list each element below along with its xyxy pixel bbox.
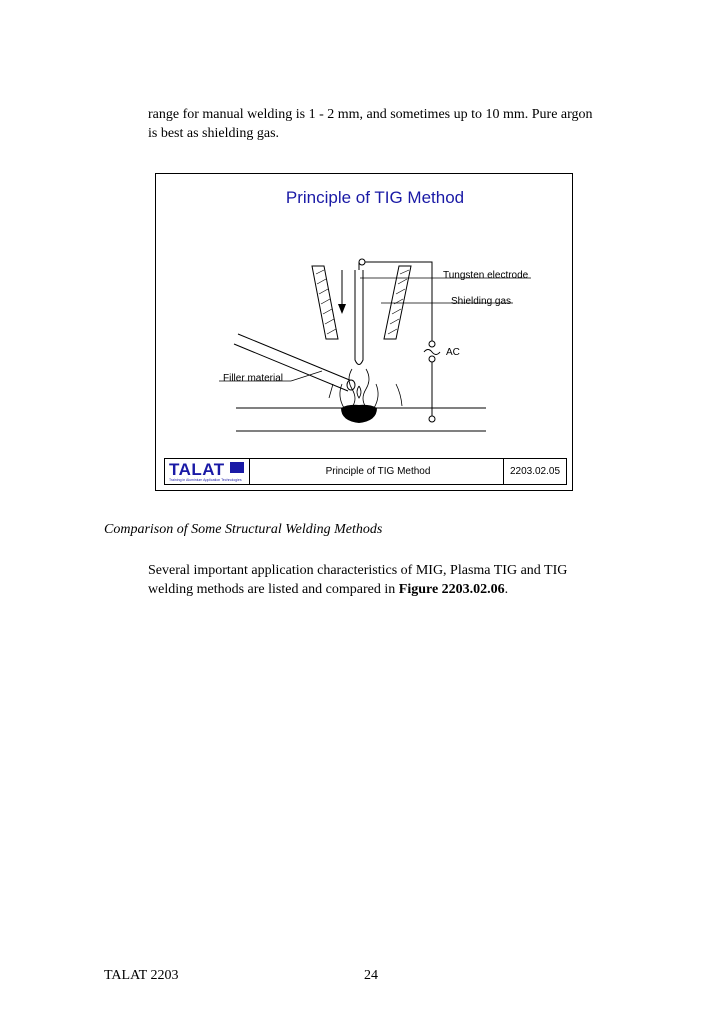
paragraph-line: welding methods are listed and compared in: [148, 582, 399, 597]
paragraph-line: range for manual welding is 1 - 2 mm, and sometimes up to 10 mm. Pure argon: [148, 107, 593, 122]
figure-footer-title: Principle of TIG Method: [325, 466, 431, 477]
paragraph-line: Several important application characteristics of MIG, Plasma TIG and TIG: [148, 563, 568, 578]
weld-pool: [341, 405, 377, 423]
section-heading: Comparison of Some Structural Welding Methods: [104, 522, 383, 537]
gas-flow-arrowhead: [338, 304, 346, 314]
terminal-top: [359, 259, 365, 265]
paragraph-comparison: [148, 561, 625, 599]
figure-title: Principle of TIG Method: [285, 188, 465, 207]
gas-shield-flow: [374, 384, 378, 408]
shielding-gas-label: Shielding gas: [451, 296, 512, 307]
tig-diagram: [156, 174, 574, 492]
filler-material-label: Filler material: [223, 373, 284, 384]
figure-footer-bar: [164, 458, 567, 485]
ac-terminal-bottom: [429, 356, 435, 362]
eu-flag-icon: [230, 462, 244, 473]
ac-symbol: [424, 350, 440, 355]
paragraph-suffix: .: [504, 582, 509, 597]
workpiece-terminal: [429, 416, 435, 422]
ac-label: AC: [446, 347, 460, 358]
figure-reference: Figure 2203.02.06: [398, 582, 505, 597]
tungsten-electrode-label: Tungsten electrode: [443, 270, 529, 281]
talat-logo-text: TALAT: [169, 460, 225, 479]
talat-logo-tagline: Training in Aluminium Application Technologies: [169, 478, 242, 482]
arc-flame: [363, 369, 369, 407]
gas-shield-flow: [396, 384, 402, 406]
torch-nozzle-left: [312, 266, 338, 339]
figure-code: 2203.02.05: [503, 459, 566, 484]
arc-core: [357, 386, 361, 398]
page-number: 24: [364, 968, 378, 983]
document-footer-title: TALAT 2203: [104, 968, 179, 983]
filler-rod-tip: [347, 380, 355, 390]
filler-leader-line: [291, 371, 322, 381]
tig-principle-figure: [155, 173, 573, 491]
tungsten-electrode: [355, 270, 363, 365]
gas-shield-flow: [340, 384, 344, 408]
paragraph-line: is best as shielding gas.: [148, 126, 280, 141]
ac-terminal-top: [429, 341, 435, 347]
paragraph-shielding-gas: [148, 105, 625, 143]
talat-logo: [165, 459, 250, 484]
gas-shield-flow: [329, 384, 333, 398]
torch-nozzle-right: [384, 266, 411, 339]
